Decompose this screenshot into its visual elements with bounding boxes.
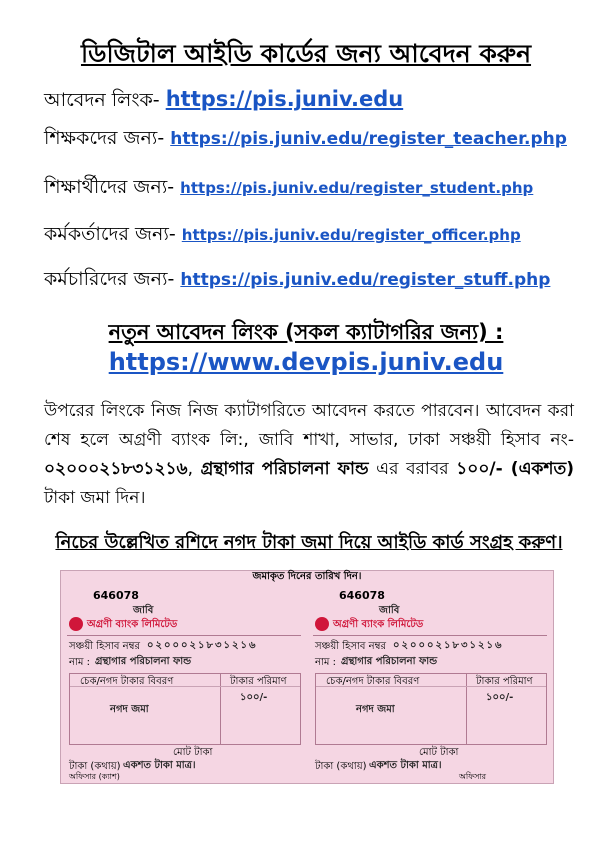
serial-number: 646078 [93, 589, 139, 602]
cash-handwritten: নগদ জমা [356, 704, 395, 715]
deposit-slip-right [309, 583, 551, 779]
receipt-heading: নিচের উল্লেখিত রশিদে নগদ টাকা জমা দিয়ে আইডি কার্ড সংগ্রহ করুণ। [55, 532, 563, 553]
para-text-3: এর বরাবর [368, 459, 457, 479]
account-label: সঞ্চয়ী হিসাব নম্বর [315, 641, 386, 652]
words-label: টাকা (কথায়) [69, 761, 121, 772]
fund-name: গ্রন্থাগার পরিচালনা ফান্ড [200, 459, 369, 479]
bank-name: অগ্রণী ব্যাংক লিমিটেড [333, 619, 424, 630]
total-label: মোট টাকা [419, 747, 459, 758]
para-text-1: উপরের লিংকে নিজ নিজ ক্যাটাগরিতে আবেদন করতে পারবেন। আবেদন করা শেষ হলে অগ্রণী ব্যাংক লি:, জাবি শাখা, সাভার, ঢাকা সঞ্চয়ী হিসাব নং- [44, 401, 574, 450]
name-label: নাম : [315, 657, 336, 668]
bank-logo-icon [69, 617, 83, 631]
staff-register-link[interactable]: https://pis.juniv.edu/register_stuff.php [180, 270, 551, 290]
instructions-paragraph [44, 397, 574, 513]
name-handwritten: গ্রন্থাগার পরিচালনা ফান্ড [341, 656, 438, 667]
link-row-officer [44, 220, 521, 252]
officer-register-link[interactable]: https://pis.juniv.edu/register_officer.php [181, 226, 521, 244]
student-register-link[interactable]: https://pis.juniv.edu/register_student.php [180, 179, 534, 197]
deposit-slip-image [60, 570, 554, 784]
words-handwritten: একশত টাকা মাত্র। [123, 760, 196, 771]
new-apply-link[interactable]: https://www.devpis.juniv.edu [108, 348, 504, 376]
branch-handwritten: জাবি [379, 605, 400, 616]
cash-handwritten: নগদ জমা [110, 704, 149, 715]
table-col-amount: টাকার পরিমাণ [230, 676, 287, 687]
amount-handwritten: ১০০/- [240, 692, 268, 703]
date-note: জমাকৃত দিনের তারিখ দিন। [252, 571, 362, 582]
link-row-apply [44, 86, 403, 118]
link-row-teacher [44, 124, 567, 156]
amount-table [69, 673, 301, 745]
link-label: আবেদন লিংক- [44, 89, 166, 111]
table-col-amount: টাকার পরিমাণ [476, 676, 533, 687]
apply-link[interactable]: https://pis.juniv.edu [165, 87, 404, 111]
page-title: ডিজিটাল আইডি কার্ডের জন্য আবেদন করুন [80, 39, 532, 68]
signature-officer: অফিসার [459, 772, 487, 781]
link-row-staff [44, 265, 550, 297]
table-col-desc: চেক/নগদ টাকার বিবরণ [326, 676, 420, 687]
account-handwritten: ০২০০০২১৮৩১২১৬ [147, 640, 258, 651]
bank-logo-icon [315, 617, 329, 631]
words-label: টাকা (কথায়) [315, 761, 367, 772]
bank-name: অগ্রণী ব্যাংক লিমিটেড [87, 619, 178, 630]
new-link-heading: নতুন আবেদন লিংক (সকল ক্যাটাগরির জন্য) : [108, 320, 504, 344]
teacher-register-link[interactable]: https://pis.juniv.edu/register_teacher.php [170, 129, 567, 149]
amount-table [315, 673, 547, 745]
name-label: নাম : [69, 657, 90, 668]
amount-handwritten: ১০০/- [486, 692, 514, 703]
link-row-student [44, 173, 533, 205]
link-label: কর্মকর্তাদের জন্য- [44, 223, 182, 245]
link-label: শিক্ষার্থীদের জন্য- [44, 176, 181, 198]
account-label: সঞ্চয়ী হিসাব নম্বর [69, 641, 140, 652]
signature-cash: অফিসার (ক্যাশ) [69, 772, 120, 781]
account-number: ০২০০০২১৮৩১২১৬ [44, 459, 188, 479]
deposit-amount: ১০০/- (একশত) [456, 459, 574, 479]
link-label: শিক্ষকদের জন্য- [44, 127, 171, 149]
account-handwritten: ০২০০০২১৮৩১২১৬ [393, 640, 504, 651]
serial-number: 646078 [339, 589, 385, 602]
words-handwritten: একশত টাকা মাত্র। [369, 760, 442, 771]
para-text-2: , [187, 459, 201, 479]
branch-handwritten: জাবি [133, 605, 154, 616]
table-col-desc: চেক/নগদ টাকার বিবরণ [80, 676, 174, 687]
name-handwritten: গ্রন্থাগার পরিচালনা ফান্ড [95, 656, 192, 667]
deposit-slip-left [63, 583, 305, 779]
link-label: কর্মচারিদের জন্য- [44, 268, 181, 290]
para-text-4: টাকা জমা দিন। [44, 488, 146, 508]
total-label: মোট টাকা [173, 747, 213, 758]
